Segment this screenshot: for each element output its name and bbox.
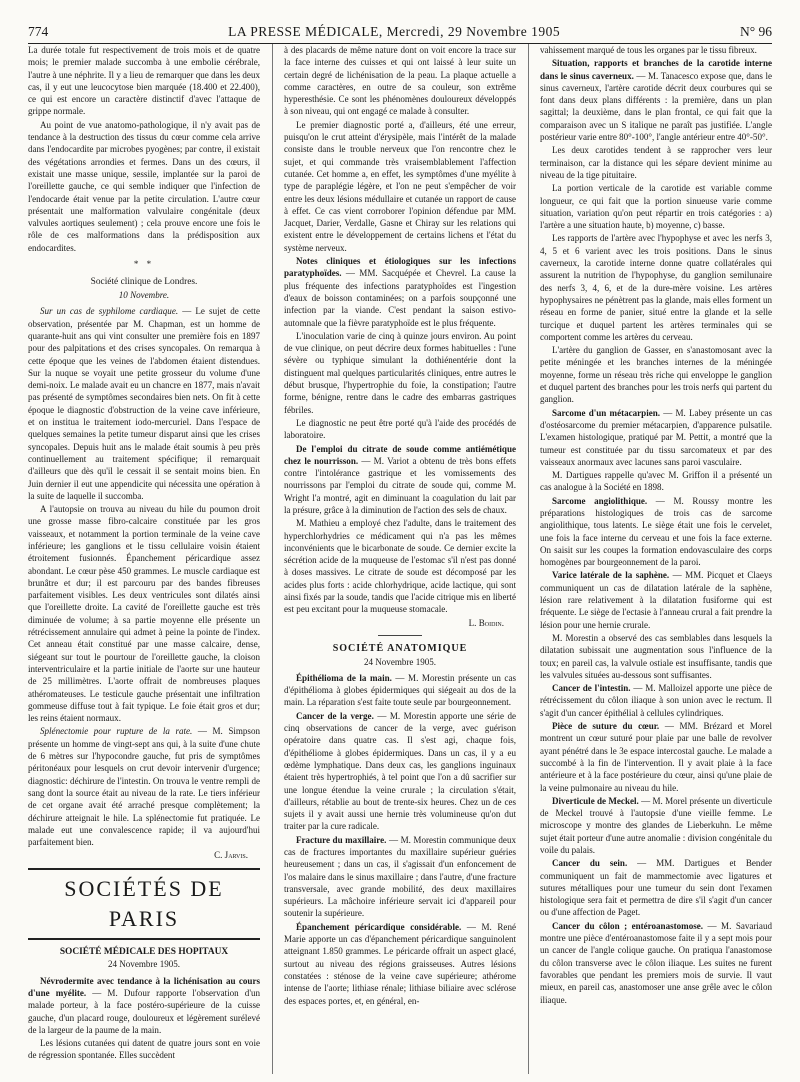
paragraph: Cancer de la verge. — M. Morestin apporte une série de cinq observations de cancer de la verge, avec guérison opératoire dans quatre cas. Il s'est agi, chaque fois, d'épithéliome à globes épidermiques. Dans un cas, il y a eu œdème lymphatique. Dans deux cas, les ganglions inguinaux étaient très hypertrophiés, à tel point que l'on a dû sacrifier sur une longue étendue la veine crurale ; la circulation s'était, d'ailleurs, rétablie au bout de trente-six heures. Chez un de ces sujets il y avait aussi une hernie très volumineuse qu'on dut traiter par la cure radicale. <box>284 710 516 832</box>
section-heading: SOCIÉTÉS DE PARIS <box>28 868 260 940</box>
paragraph: Sarcome d'un métacarpien. — M. Labey présente un cas d'ostéosarcome du premier métacarpien, d'apparence pulsatile. L'examen histologique, pratiqué par M. Pettit, a montré que la tumeur est constituée par du tissu sarcomateux et par des vaisseaux anormaux avec lacunes sans paroi vasculaire. <box>540 407 772 467</box>
subsection-date: 24 Novembre 1905. <box>107 959 181 970</box>
paragraph: M. Dartigues rappelle qu'avec M. Griffon il a présenté un cas analogue à la Société en 1898. <box>540 470 772 493</box>
signature: L. Boidin. <box>468 617 504 628</box>
paragraph: Les lésions cutanées qui datent de quatre jours sont en voie de régression spontanée. Elles succèdent <box>28 1038 260 1061</box>
paragraph: à des placards de même nature dont on voit encore la trace sur la face interne des cuisses et qui ont laissé à leur suite un certain degré de lichénisation de la peau. La plaque actuelle a comme caractères, en outre de sa couleur, son extrême hyperesthésie. Ce sont les phénomènes douloureux développés à son niveau, qui ont engagé ce malade à consulter. <box>284 45 516 117</box>
paragraph: Varice latérale de la saphène. — MM. Picquet et Claeys communiquent un cas de dilatation latérale de la saphène, lésion rare relativement à la dilatation fusiforme qui est fréquente. Le siège de l'ectasie à l'anneau crural a fait prendre la lésion pour une hernie crurale. <box>540 570 772 630</box>
section-separator: * * <box>133 259 155 270</box>
article-title: Fracture du maxillaire. <box>296 834 387 845</box>
paragraph: De l'emploi du citrate de soude comme antiémétique chez le nourrisson. — M. Variot a obtenu de très bons effets contre l'intolérance gastrique et les vomissements des nourrissons par l'emploi du citrate de soude qui, comme M. Wright l'a montré, agit en diminuant la coagulation du lait par la présure, grâce à la diminution de l'action des sels de chaux. <box>284 443 516 515</box>
paragraph: Diverticule de Meckel. — M. Morel présente un diverticule de Meckel trouvé à l'autopsie d'une vieille femme. Le microscope y montre des glandes de Lieberkuhn. Le même sujet était porteur d'une autre anomalie : division congénitale du voile du palais. <box>540 795 772 855</box>
paragraph: Notes cliniques et étiologiques sur les infections paratyphoïdes. — MM. Sacquépée et Chevrel. La cause la plus fréquente des infections paratyphoïdes est l'ingestion d'eaux de boisson contaminées; on a parfois soupçonné une infection par la viande. C'est pendant la saison estivo-automnale que la fièvre paratyphoïde est le plus fréquente. <box>284 256 516 328</box>
article-title: Cancer de la verge. <box>296 710 374 721</box>
paragraph: Situation, rapports et branches de la carotide interne dans le sinus caverneux. — M. Tanacesco expose que, dans le sinus caverneux, l'artère carotide décrit deux courbures qui se font dans deux plans différents : la première, dans un plan sagittal; la deuxième, dans le plan frontal, ce qui fait que la comparaison avec un S italique ne paraît pas justifiée. L'angle postérieur varie entre 80°-100°, l'angle antérieur entre 40°-50°. <box>540 58 772 143</box>
article-title: Sarcome d'un métacarpien. <box>552 407 661 418</box>
society-title: Société clinique de Londres. <box>90 277 198 288</box>
paragraph: L'inoculation varie de cinq à quinze jours environ. Au point de vue clinique, on peut décrire deux formes habituelles : l'une sévère ou typhique simulant la dothiénentérie dont la distinguent mal quelques particularités cliniques, entre autres le début brusque, l'hypertrophie du foie, la constipation; l'autre forme, bénigne, rentre dans le cadre des embarras gastriques fébriles. <box>284 330 516 415</box>
paragraph: Névrodermite avec tendance à la lichénisation au cours d'une myélite. — M. Dufour rapporte l'observation d'un malade porteur, à la face postéro-supérieure de la cuisse gauche, d'un placard rouge, douloureux et légèrement surélevé de la largeur de la paume de la main. <box>28 975 260 1035</box>
paragraph: Épanchement péricardique considérable. — M. René Marie apporte un cas d'épanchement péricardique sanguinolent atteignant 1.850 grammes. Le péricarde offrait un aspect glacé, surtout au niveau des régions graisseuses. Autres lésions constatées : sténose de la veine cave supérieure; athérome intense de l'aorte; lithiase rénale; lithiase biliaire avec sclérose des espaces portes, et, en général, en- <box>284 921 516 1006</box>
society-date: 10 Novembre. <box>118 290 170 301</box>
paragraph: La durée totale fut respectivement de trois mois et de quatre mois; le premier malade succomba à une embolie cérébrale, l'autre à une néphrite. Il y a lieu de remarquer que dans les deux cas, il y eut une leucocytose bien marquée (18.400 et 22.400), ce qui est encore un caractère distinctif d'avec l'attaque de grippe normale. <box>28 45 260 117</box>
paragraph: Cancer du côlon ; entéroanastomose. — M. Savariaud montre une pièce d'entéroanastomose faite il y a sept mois pour un cancer de l'angle colique gauche. On pratiqua l'anastomose du côlon transverse avec le côlon iliaque. Les suites ne furent favorables que pendant les premiers mois de survie. Il vaut mieux, en pareil cas, anastomoser une anse grêle avec le côlon iliaque. <box>540 920 772 1005</box>
article-title: Notes cliniques et étiologiques sur les infections paratyphoïdes. <box>284 256 516 279</box>
article-title: Épanchement péricardique considérable. <box>296 921 462 932</box>
subsection-title: SOCIÉTÉ MÉDICALE DES HOPITAUX <box>59 946 229 957</box>
journal-title: LA PRESSE MÉDICALE, Mercredi, 29 Novembre 1905 <box>228 24 561 39</box>
article-title: Cancer du côlon ; entéroanastomose. <box>552 920 704 931</box>
article-title: Varice latérale de la saphène. <box>552 570 670 581</box>
issue-number: N° 96 <box>739 24 772 39</box>
column-3 <box>528 44 772 1074</box>
article-title: Diverticule de Meckel. <box>552 795 639 806</box>
divider <box>378 635 422 636</box>
paragraph: Le diagnostic ne peut être porté qu'à l'aide des procédés de laboratoire. <box>284 417 516 441</box>
paragraph: M. Mathieu a employé chez l'adulte, dans le traitement des hyperchlorhydries ce médicament qui n'a pas les mêmes inconvénients que le bicarbonate de soude. Ce dernier excite la sécrétion acide de la muqueuse de l'estomac s'il n'est pas donné à doses massives. Le citrate de soude est décomposé par les acides plus forts : acide chlorhydrique, acide lactique, qui sont ainsi fixés par la soude, tandis que l'acide citrique mis en liberté est peu excitant pour la muqueuse stomacale. <box>284 518 516 615</box>
paragraph: Sur un cas de syphilome cardiaque. — Le sujet de cette observation, présentée par M. Chapman, est un homme de quarante-huit ans qui vint consulter une première fois en 1897 pour des palpitations et des crises syncopales. On remarqua à cette époque que les veines de l'abdomen étaient distendues. Sur la nuque se voyait une petite grosseur du volume d'une demi-noix. Le malade avait eu un chancre en 1877, mais n'avait pas présenté de symptômes secondaires bien nets. On fit à cette époque le diagnostic d'obstruction de la veine cave inférieure, et on institua le traitement iodo-mercuriel. Dans l'espace de quelques semaines la petite tumeur disparut ainsi que les crises syncopales. Depuis huit ans le malade était soumis à peu près continuellement au traitement spécifique; il remarquait d'ailleurs que dès qu'il le cessait il se sentait moins bien. En Juin dernier il eut une appendicite qui nécessita une opération à la suite de laquelle il succomba. <box>28 306 260 501</box>
article-title: De l'emploi du citrate de soude comme antiémétique chez le nourrisson. <box>284 443 516 466</box>
paragraph: La portion verticale de la carotide est variable comme longueur, ce qui fait que la portion sinueuse varie comme situation, variation qu'on peut répartir en trois catégories : a) l'artère a une situation haute, b) moyenne, c) basse. <box>540 183 772 231</box>
paragraph: L'artère du ganglion de Gasser, en s'anastomosant avec la petite méningée et les branches internes de la méningée moyenne, forme un réseau très riche qui enveloppe le ganglion et duquel partent des branches pour les trois nerfs qui partent du ganglion. <box>540 345 772 405</box>
article-columns <box>28 44 772 1074</box>
article-title: Situation, rapports et branches de la carotide interne dans le sinus caverneux. <box>540 58 772 81</box>
paragraph: M. Morestin a observé des cas semblables dans lesquels la dilatation subissait une augmentation sous l'influence de la toux; en pareil cas, la valvule ostiale est insuffisante, tandis que les valvules situées au-dessous sont suffisantes. <box>540 632 772 680</box>
paragraph: Sarcome angiolithique. — M. Roussy montre les préparations histologiques de trois cas de sarcome angiolithique, tous latents. Le siège était une fois le cervelet, une fois la face interne du cerveau et une fois la face externe. On saisit sur les coupes la formation endovasculaire des corps homogènes par bourgeonnement de la paroi. <box>540 495 772 568</box>
signature: C. Jarvis. <box>214 850 248 861</box>
paragraph: Cancer du sein. — MM. Dartigues et Bender communiquent un fait de mammectomie avec ligatures et sutures métalliques pour une tumeur du sein dont l'examen histologique sera fait et permettra de dire s'il s'agit d'un cancer ou d'une affection de Paget. <box>540 858 772 918</box>
paragraph: Épithélioma de la main. — M. Morestin présente un cas d'épithélioma à globes épidermiques qui siégeait au dos de la main. La réparation s'est faite toute seule par bourgeonnement. <box>284 672 516 708</box>
paragraph: Les rapports de l'artère avec l'hypophyse et avec les nerfs 3, 4, 5 et 6 varient avec les trois positions. Dans le sinus caverneux, la carotide interne donne quatre collatérales qui assurent la nutrition de l'hypophyse, du ganglion semilunaire des nerfs 3, 4, 6, et de la dure-mère voisine. Les artères hypophysaires ne pénètrent pas la glande, mais elles forment un réseau en forme de panier, situé entre la glande et la selle turcique et duquel partent les artères terminales qui se comportent comme les artères du cerveau. <box>540 233 772 342</box>
column-1 <box>28 44 260 1074</box>
page-number: 774 <box>28 24 49 39</box>
paragraph: Cancer de l'intestin. — M. Malloizel apporte une pièce de rétrécissement du côlon iliaque à son union avec le rectum. Il s'agit d'un cancer épithélial à cellules cylindriques. <box>540 683 772 718</box>
society-date: 24 Novembre 1905. <box>363 656 437 667</box>
article-title: Splénectomie pour rupture de la rate. <box>40 726 193 737</box>
article-title: Épithélioma de la main. <box>296 672 392 683</box>
paragraph: Le premier diagnostic porté a, d'ailleurs, été une erreur, puisqu'on le crut atteint d'érysipèle, mais l'intérêt de la malade consiste dans le trouble nerveux que l'on rencontre chez le sujet, et qui commande très vraisemblablement l'affection cutanée. Cet homme a, en effet, les symptômes d'une myélite à type de paraplégie légère, et l'on ne peut s'empêcher de voir entre les deux lésions médullaire et cutanée un rapport de cause à effet. Ce cas vient corroborer l'opinion défendue par MM. Jacquet, Darier, Verdalle, Gasne et Chiray sur les relations qui existent entre le développement de certains lichens et l'état du système nerveux. <box>284 119 516 253</box>
paragraph: Fracture du maxillaire. — M. Morestin communique deux cas de fractures importantes du maxillaire supérieur guéries heureusement ; dans un cas, il s'agissait d'un enfoncement de l'os malaire dans le sinus maxillaire ; dans l'autre, d'une fracture transversale, avec grande mobilité, des deux maxillaires supérieurs. La mâchoire inférieure servait ici d'appareil pour soutenir la supérieure. <box>284 834 516 919</box>
paragraph: A l'autopsie on trouva au niveau du hile du poumon droit une grosse masse fibro-calcaire constituée par les gros vaisseaux, et notamment la portion terminale de la veine cave inférieure; les ganglions et le tissu cellulaire voisin étaient étroitement fusionnés. Épanchement péricardique assez abondant. Le cœur pèse 450 grammes. Le muscle cardiaque est brunâtre et dur; il est parcouru par des bandes fibreuses parfaitement visibles. Les deux ventricules sont dilatés ainsi que l'oreillette droite. La cavité de l'oreillette gauche est très diminuée de volume; à sa partie moyenne elle présente un rétrécissement annulaire qui admet à peine la pointe de l'index. Cet anneau était constitué par une masse calcaire, dense, siégeant sur tout le pourtour de l'oreillette gauche, la cloison interventriculaire et la partie initiale de l'aorte sur une hauteur de 25 millimètres. L'aorte offrait de nombreuses plaques athéromateuses. Le testicule gauche présentait une infiltration gommeuse diffuse tout à fait typique. Le foie était gros et dur; les reins étaient normaux. <box>28 504 260 724</box>
article-title: Pièce de suture du cœur. <box>552 721 660 732</box>
paragraph: Pièce de suture du cœur. — MM. Brézard et Morel montrent un cœur suturé pour plaie par une balle de revolver ayant pénétré dans le 3e espace intercostal gauche. Le malade a succombé à la fin de l'intervention. Il y avait plaie à la face antérieure et à la face postérieure du cœur, ainsi qu'une plaie de la veine pulmonaire au niveau du hile. <box>540 721 772 793</box>
page-header <box>28 14 772 44</box>
paragraph: vahissement marqué de tous les organes par le tissu fibreux. <box>540 45 757 55</box>
paragraph: Splénectomie pour rupture de la rate. — M. Simpson présente un homme de vingt-sept ans qui, à la suite d'une chute de 6 mètres sur l'hypocondre gauche, fut pris de symptômes péritonéaux pour lesquels on crut devoir intervenir d'urgence; diagnostic: déchirure de l'intestin. On trouva le ventre rempli de sang dont la source était au niveau de la rate. Le tiers inférieur de cet organe avait été arraché presque complètement; la déchirure atteignait le hile. La splénectomie fut pratiquée. Le malade eut une convalescence rapide; il va aujourd'hui parfaitement bien. <box>28 726 260 848</box>
article-title: Cancer du sein. <box>552 858 628 869</box>
society-title: SOCIÉTÉ ANATOMIQUE <box>332 642 468 654</box>
column-2 <box>272 44 516 1074</box>
article-title: Sarcome angiolithique. <box>552 495 648 506</box>
paragraph: Au point de vue anatomo-pathologique, il n'y avait pas de tendance à la destruction des tissus du cœur comme cela arrive dans l'endocardite par microbes pyogènes; par contre, il existait des végétations arrondies et fermes. Dans un des cœurs, il existait une masse unique, sessile, implantée sur la paroi de l'oreillette gauche, ce qui semble indiquer que l'infection de l'endocarde était venue par la petite circulation. L'autre cœur présentait une malformation valvulaire congénitale (deux valvules aortiques seulement) ; cela prouve encore une fois le rôle de ces malformations dans la prédisposition aux endocardites. <box>28 119 260 253</box>
article-title: Cancer de l'intestin. <box>552 683 631 694</box>
article-title: Sur un cas de syphilome cardiaque. <box>40 306 179 317</box>
article-title: Névrodermite avec tendance à la lichénisation au cours d'une myélite. <box>28 975 260 998</box>
paragraph: Les deux carotides tendent à se rapprocher vers leur terminaison, car la distance qui les sépare devient minime au niveau de la tige pituitaire. <box>540 145 772 180</box>
